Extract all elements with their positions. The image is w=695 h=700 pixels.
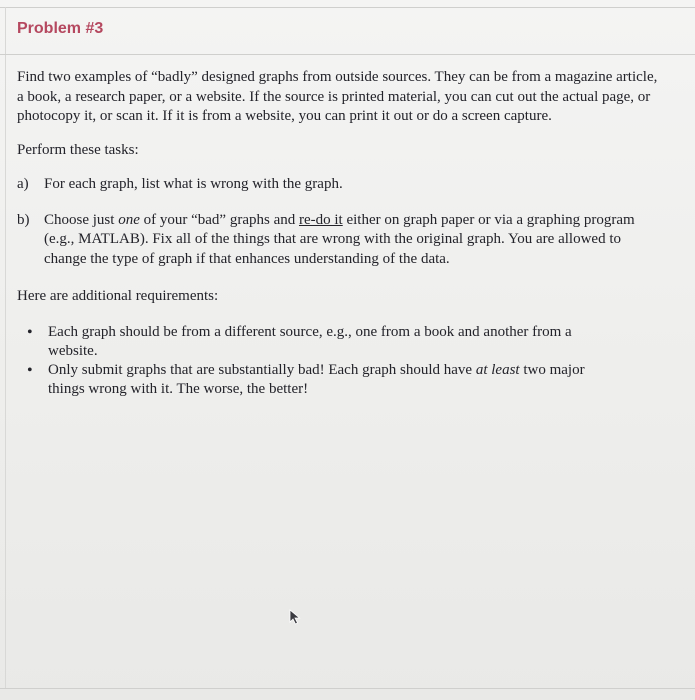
task-b-text-part-3: either on graph paper or via a graphing program (e.g., MATLAB). Fix all of the things that are wrong with the original graph. You are allowed to change the type of graph if that enhances understanding of the data.	[44, 211, 635, 267]
task-text-b	[44, 211, 639, 270]
requirement-2-text-part-2: two major things wrong with it. The worse, the better!	[48, 361, 585, 397]
requirement-text-2	[48, 361, 623, 399]
requirement-text-1: Each graph should be from a different source, e.g., one from a book and another from a website.	[48, 323, 572, 359]
requirement-2-emphasis: at least	[475, 361, 520, 378]
task-b-text-part-1: Choose just	[44, 211, 119, 228]
task-list	[17, 175, 677, 269]
intro-paragraph: Find two examples of “badly” designed graphs from outside sources. They can be from a magazine article, a book, a research paper, or a website. If the source is printed material, you can cut out the actual page, or photocopy it, or scan it. If it is from a website, you can print it out or do a screen capture.	[17, 69, 658, 124]
frame-top-border	[0, 7, 695, 8]
problem-title: Problem #3	[17, 20, 104, 37]
task-b-underlined: re-do it	[298, 211, 343, 228]
requirements-list	[17, 323, 677, 399]
task-b-text-part-2: of your “bad” graphs and	[139, 211, 299, 228]
additional-requirements-label: Here are additional requirements:	[17, 288, 219, 304]
task-text-a: For each graph, list what is wrong with the graph.	[44, 176, 343, 192]
bullet-icon: •	[27, 361, 33, 379]
problem-document	[17, 18, 677, 399]
task-item-a	[17, 175, 677, 195]
requirement-2-text-part-1: Only submit graphs that are substantially bad! Each graph should have	[48, 361, 476, 378]
mouse-pointer-icon	[289, 609, 303, 625]
bullet-icon: •	[27, 323, 33, 341]
frame-bottom-border	[0, 688, 695, 689]
requirement-item-2	[17, 361, 677, 399]
task-item-b	[17, 211, 677, 270]
task-marker-a: a)	[17, 176, 29, 192]
requirement-item-1	[17, 323, 677, 361]
task-marker-b: b)	[17, 211, 30, 228]
title-divider	[0, 54, 695, 55]
task-b-emphasis: one	[118, 211, 140, 228]
frame-left-border	[5, 7, 6, 689]
perform-tasks-label: Perform these tasks:	[17, 141, 139, 158]
